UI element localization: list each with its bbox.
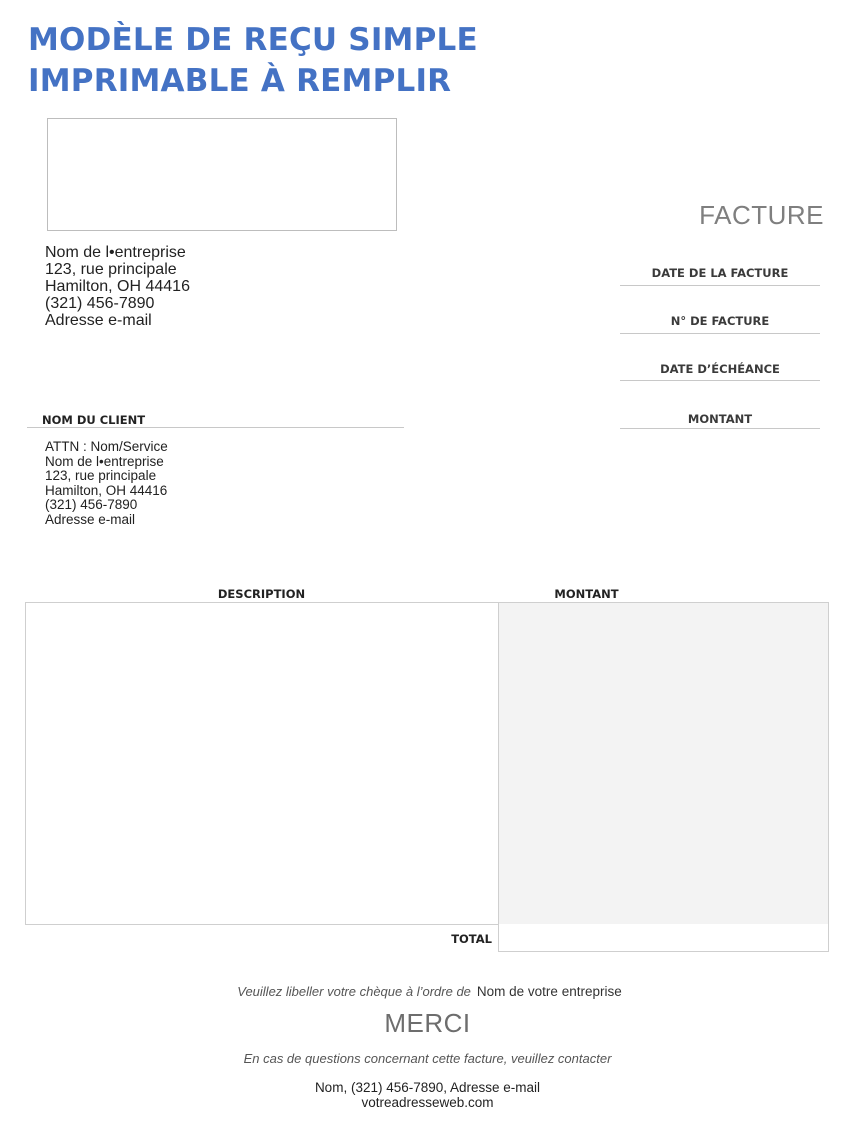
- amount-label: MONTANT: [687, 412, 753, 426]
- thank-you-text: MERCI: [384, 1008, 471, 1038]
- website[interactable]: votreadresseweb.com: [361, 1095, 494, 1110]
- client-phone[interactable]: (321) 456-7890: [45, 497, 138, 512]
- contact-info: [0, 1080, 855, 1110]
- cheque-instruction-text: Veuillez libeller votre chèque à l’ordre de: [237, 984, 471, 999]
- questions-text: En cas de questions concernant cette facture, veuillez contacter: [243, 1051, 612, 1066]
- client-name-label: NOM DU CLIENT: [42, 413, 146, 427]
- client-address[interactable]: 123, rue principale: [45, 468, 157, 483]
- amount-column-header: MONTANT: [554, 587, 619, 601]
- amount-extra-cell[interactable]: [670, 602, 829, 925]
- description-column-header: DESCRIPTION: [217, 587, 306, 601]
- client-company-name[interactable]: Nom de l•entreprise: [45, 453, 164, 469]
- total-label: TOTAL: [451, 932, 492, 946]
- client-email[interactable]: Adresse e-mail: [45, 511, 136, 527]
- due-date-label: DATE D’ÉCHÉANCE: [660, 362, 780, 376]
- total-extra-cell[interactable]: [670, 924, 829, 952]
- client-info: [45, 440, 168, 527]
- total-amount-cell[interactable]: [498, 924, 671, 952]
- company-name[interactable]: Nom de l•entreprise: [45, 244, 186, 261]
- logo-placeholder[interactable]: [47, 118, 397, 231]
- page-title-line2: IMPRIMABLE À REMPLIR: [28, 63, 452, 99]
- invoice-date-label: DATE DE LA FACTURE: [651, 266, 789, 280]
- cheque-instruction: [0, 984, 859, 999]
- amount-field[interactable]: [620, 428, 820, 429]
- cheque-company-name[interactable]: Nom de votre entreprise: [476, 984, 622, 999]
- amount-cell[interactable]: [498, 602, 671, 925]
- company-address[interactable]: 123, rue principale: [45, 261, 177, 278]
- page-title: [28, 20, 478, 102]
- company-info: [45, 244, 190, 329]
- client-name-field[interactable]: [27, 427, 404, 428]
- company-city[interactable]: Hamilton, OH 44416: [45, 278, 190, 295]
- description-cell[interactable]: [25, 602, 499, 925]
- document-type-heading: FACTURE: [699, 200, 824, 230]
- invoice-date-field[interactable]: [620, 285, 820, 286]
- client-attn[interactable]: ATTN : Nom/Service: [45, 439, 168, 454]
- company-email[interactable]: Adresse e-mail: [45, 312, 152, 329]
- due-date-field[interactable]: [620, 380, 820, 381]
- invoice-number-field[interactable]: [620, 333, 820, 334]
- company-phone[interactable]: (321) 456-7890: [45, 295, 155, 312]
- client-city[interactable]: Hamilton, OH 44416: [45, 482, 168, 498]
- contact-line[interactable]: Nom, (321) 456-7890, Adresse e-mail: [314, 1080, 541, 1095]
- invoice-number-label: N° DE FACTURE: [670, 314, 770, 328]
- page-title-line1: MODÈLE DE REÇU SIMPLE: [28, 22, 478, 58]
